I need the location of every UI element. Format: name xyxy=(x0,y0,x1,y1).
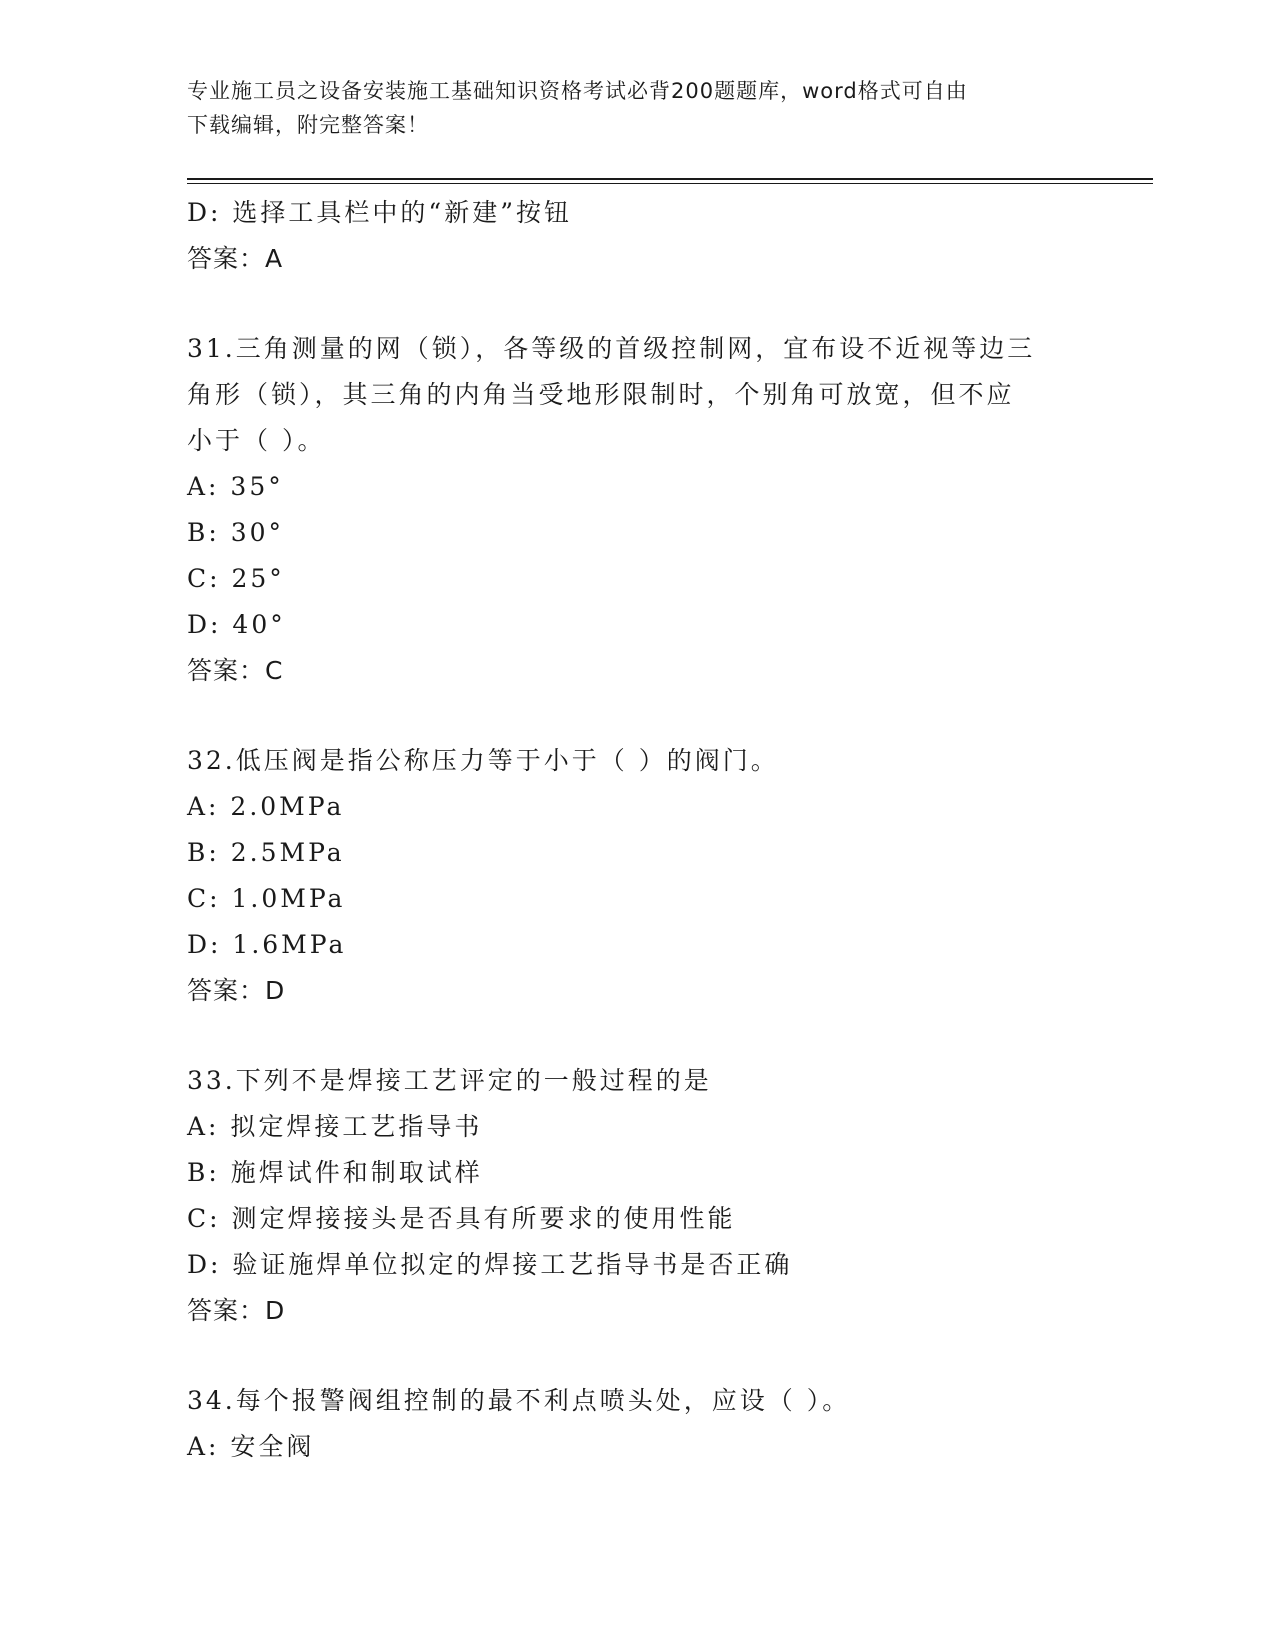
question-stem-line: 34.每个报警阀组控制的最不利点喷头处，应设（ ）。 xyxy=(187,1386,851,1415)
header-divider-top xyxy=(187,178,1153,180)
answer-line: 答案：D xyxy=(187,976,286,1005)
question-stem-line: 33.下列不是焊接工艺评定的一般过程的是 xyxy=(187,1066,712,1095)
answer-line: 答案：A xyxy=(187,244,284,273)
header-line-2: 下载编辑，附完整答案！ xyxy=(187,113,429,137)
header-divider-bottom xyxy=(187,183,1153,184)
question-block-30 xyxy=(187,190,1153,282)
option-b: B: 2.5MPa xyxy=(187,838,345,867)
option-b: B: 施焊试件和制取试样 xyxy=(187,1158,483,1187)
question-stem-line: 31.三角测量的网（锁），各等级的首级控制网，宜布设不近视等边三 xyxy=(187,334,1036,363)
answer-line: 答案：D xyxy=(187,1296,286,1325)
option-c: C: 测定焊接接头是否具有所要求的使用性能 xyxy=(187,1204,736,1233)
question-block-32 xyxy=(187,738,1153,1014)
option-d: D: 验证施焊单位拟定的焊接工艺指导书是否正确 xyxy=(187,1250,793,1279)
option-a: A: 35° xyxy=(187,472,284,501)
header-line-1: 专业施工员之设备安装施工基础知识资格考试必背200题题库，word格式可自由 xyxy=(187,79,968,103)
question-block-34 xyxy=(187,1378,1153,1470)
question-stem-line: 32.低压阀是指公称压力等于小于（ ）的阀门。 xyxy=(187,746,779,775)
question-block-33 xyxy=(187,1058,1153,1334)
option-d: D: 40° xyxy=(187,610,286,639)
question-block-31 xyxy=(187,326,1153,694)
question-list xyxy=(187,190,1153,1470)
option-c: C: 25° xyxy=(187,564,285,593)
option-a: A: 2.0MPa xyxy=(187,792,345,821)
option-d: D: 选择工具栏中的“新建”按钮 xyxy=(187,198,572,227)
document-header xyxy=(187,74,1067,142)
option-b: B: 30° xyxy=(187,518,285,547)
option-a: A: 安全阀 xyxy=(187,1432,315,1461)
option-d: D: 1.6MPa xyxy=(187,930,347,959)
question-stem-line: 角形（锁），其三角的内角当受地形限制时，个别角可放宽，但不应 xyxy=(187,380,1015,409)
question-stem-line: 小于（ ）。 xyxy=(187,426,326,455)
option-a: A: 拟定焊接工艺指导书 xyxy=(187,1112,483,1141)
option-c: C: 1.0MPa xyxy=(187,884,346,913)
answer-line: 答案：C xyxy=(187,656,284,685)
